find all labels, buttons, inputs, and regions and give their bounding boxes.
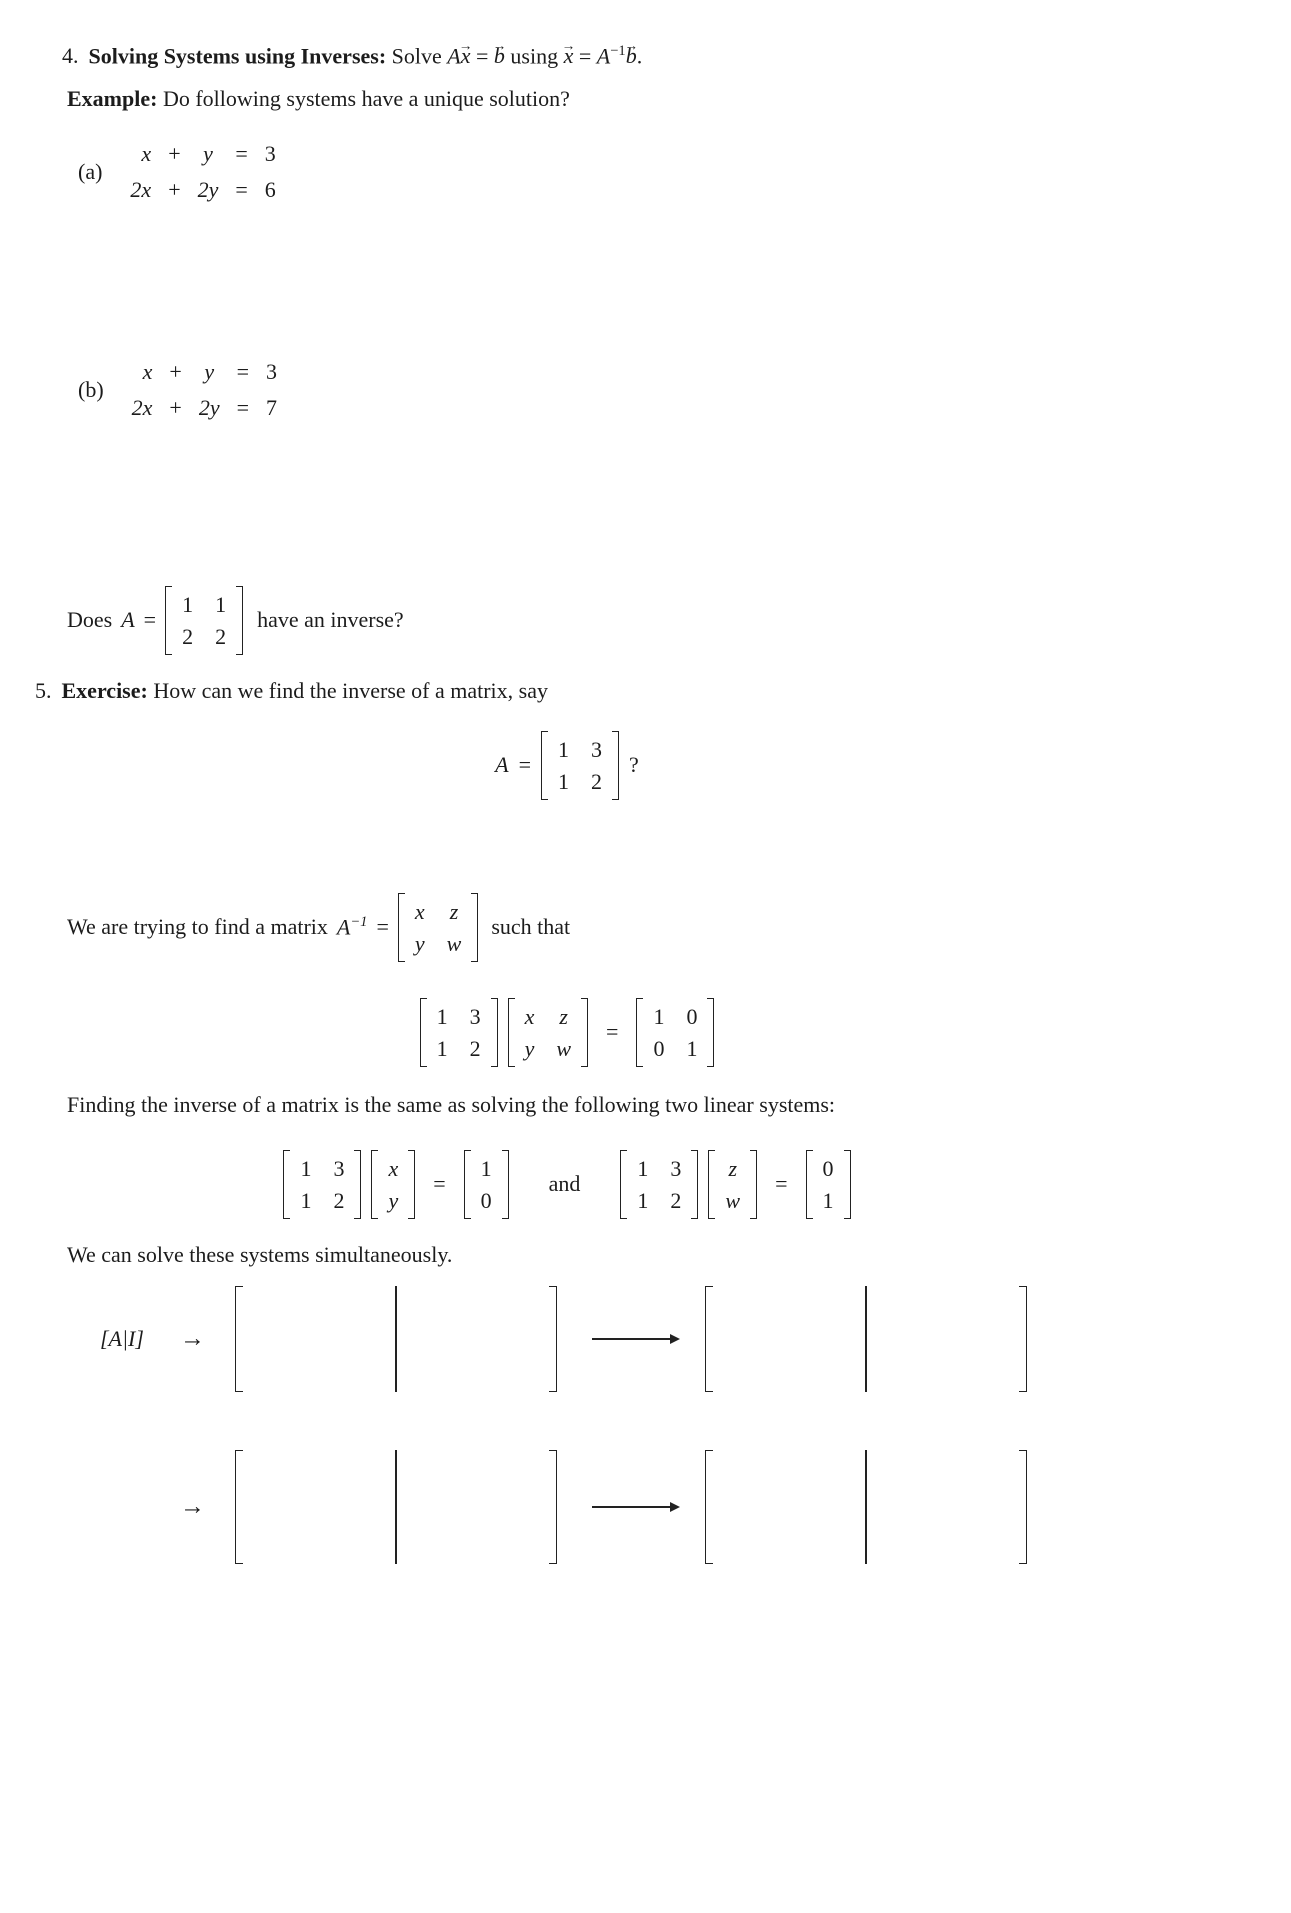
equals-sign: =	[518, 752, 532, 777]
left-bracket	[235, 1286, 243, 1392]
eq-value: 3	[266, 359, 278, 384]
eq-value: 3	[264, 141, 276, 166]
matrix-cell: 3	[469, 1003, 481, 1029]
matrix-cells	[471, 1150, 502, 1219]
augmentation-divider	[395, 1450, 397, 1564]
matrix-cell: 3	[591, 736, 603, 762]
period: .	[636, 43, 643, 69]
matrix-cells	[813, 1150, 844, 1219]
augmentation-divider	[395, 1286, 397, 1392]
empty-augmented-matrix	[705, 1450, 1027, 1564]
math-var-x-vector: x →	[461, 41, 471, 71]
matrix-cell: 1	[480, 1155, 492, 1181]
system-b-equations	[132, 358, 277, 421]
equals-sign: =	[143, 607, 157, 632]
equals-sign: =	[376, 914, 389, 939]
matrix-cell: z	[728, 1155, 738, 1181]
trying-line	[67, 886, 570, 968]
right-bracket	[1019, 1286, 1027, 1392]
augmentation-divider	[865, 1286, 867, 1392]
equals-sign: =	[578, 43, 592, 69]
math-var-A: A	[596, 43, 611, 69]
left-bracket	[705, 1450, 713, 1564]
inverse-superscript: −1	[350, 913, 368, 930]
right-arrow-icon: →	[180, 1325, 205, 1352]
right-bracket	[549, 1286, 557, 1392]
long-right-arrow-icon	[592, 1338, 678, 1340]
right-bracket	[491, 998, 498, 1067]
plus-sign: +	[169, 395, 182, 420]
equals-sign: =	[606, 1019, 619, 1044]
matrix-cell: 2	[333, 1187, 345, 1213]
item4-heading-line	[62, 36, 642, 71]
right-bracket	[502, 1150, 509, 1219]
empty-augmented-matrix	[235, 1450, 557, 1564]
matrix-cell: 2	[469, 1035, 481, 1061]
math-var-A: A	[121, 607, 135, 632]
system-b	[78, 358, 277, 421]
matrix-cell: x	[388, 1155, 399, 1181]
right-bracket	[471, 893, 478, 962]
matrix-cell: 1	[686, 1035, 698, 1061]
matrix-cell: 1	[436, 1003, 448, 1029]
matrix-1-3-1-2	[420, 998, 498, 1067]
math-var-A: A	[495, 752, 509, 777]
matrix-cell: 1	[300, 1187, 312, 1213]
eq-value: 7	[266, 395, 278, 420]
math-var-b-vector: b →	[494, 41, 505, 71]
left-bracket	[708, 1150, 715, 1219]
item4-text-solve: Solve	[391, 43, 442, 69]
empty-augmented-matrix	[235, 1286, 557, 1392]
matrix-1-3-1-2	[620, 1150, 698, 1219]
matrix-cells	[378, 1150, 408, 1219]
matrix-cell: w	[725, 1187, 741, 1213]
left-bracket	[636, 998, 643, 1067]
math-var-A: A	[336, 914, 351, 940]
matrix-cells	[172, 586, 236, 655]
left-bracket	[398, 893, 405, 962]
left-bracket	[235, 1450, 243, 1564]
matrix-1-3-1-2	[541, 731, 619, 800]
eq-term: y	[203, 141, 213, 166]
eq-term: y	[204, 359, 215, 384]
item4-number: 4.	[62, 43, 79, 69]
matrix-cell: 1	[637, 1187, 649, 1213]
matrix-cell: y	[388, 1187, 399, 1213]
matrix-cell: x	[524, 1003, 535, 1029]
matrix-cell: 1	[637, 1155, 649, 1181]
item5-title: Exercise:	[61, 678, 148, 703]
eq-term: 2x	[130, 177, 152, 202]
matrix-cell: z	[449, 898, 459, 924]
display-matrix-A	[67, 724, 1067, 806]
system-a-label: (a)	[78, 158, 103, 184]
augmented-work-row-1	[0, 1286, 1291, 1392]
math-A-inverse	[337, 914, 368, 940]
item4-text-using: using	[510, 43, 559, 69]
equals-sign: =	[236, 395, 250, 420]
matrix-cells	[627, 1150, 691, 1219]
does-text: Does	[67, 607, 113, 632]
math-var-x-vector: x →	[564, 41, 574, 71]
right-bracket	[354, 1150, 361, 1219]
right-bracket	[750, 1150, 757, 1219]
finding-line	[67, 1090, 835, 1120]
empty-augmented-matrix	[705, 1286, 1027, 1392]
plus-sign: +	[168, 141, 181, 166]
equals-sign: =	[235, 141, 248, 166]
matrix-cell: 0	[653, 1035, 665, 1061]
right-bracket	[612, 731, 619, 800]
system-a	[78, 140, 276, 203]
equals-sign: =	[476, 43, 489, 69]
left-bracket	[541, 731, 548, 800]
left-bracket	[620, 1150, 627, 1219]
math-var-b-vector: b →	[626, 41, 637, 71]
left-bracket	[165, 586, 172, 655]
matrix-cell: x	[414, 898, 425, 924]
and-text: and	[548, 1171, 581, 1196]
matrix-cells	[405, 893, 471, 962]
augmentation-divider	[865, 1450, 867, 1564]
matrix-cell: 3	[670, 1155, 682, 1181]
identity-matrix	[636, 998, 714, 1067]
example-text: Do following systems have a unique solution?	[162, 86, 570, 111]
matrix-cell: z	[559, 1003, 568, 1029]
long-right-arrow-icon	[592, 1506, 678, 1508]
left-bracket	[420, 998, 427, 1067]
matrix-cell: 0	[686, 1003, 698, 1029]
eq-term: 2x	[131, 395, 153, 420]
right-bracket	[581, 998, 588, 1067]
trying-text-tail: such that	[491, 914, 571, 939]
equals-sign: =	[775, 1171, 788, 1196]
matrix-cell: 2	[591, 768, 603, 794]
matrix-x-z-y-w	[398, 893, 478, 962]
matrix-1-3-1-2	[283, 1150, 361, 1219]
trying-text: We are trying to find a matrix	[67, 914, 328, 939]
eq-term: 2y	[198, 395, 220, 420]
augmented-work-row-2	[0, 1450, 1291, 1564]
right-bracket	[236, 586, 243, 655]
example-line	[67, 84, 570, 114]
equals-sign: =	[236, 359, 250, 384]
left-bracket	[705, 1286, 713, 1392]
matrix-cell: y	[524, 1035, 535, 1061]
matrix-1-1-2-2	[165, 586, 243, 655]
inverse-superscript: −1	[610, 43, 626, 59]
matrix-cell: 1	[300, 1155, 312, 1181]
does-text-tail: have an inverse?	[257, 607, 404, 632]
left-bracket	[371, 1150, 378, 1219]
solve-simultaneously-line	[67, 1240, 452, 1270]
system-a-equations	[130, 140, 275, 203]
matrix-cells	[715, 1150, 750, 1219]
right-bracket	[691, 1150, 698, 1219]
matrix-cell: 1	[558, 768, 570, 794]
right-bracket	[1019, 1450, 1027, 1564]
vector-x-y	[371, 1150, 415, 1219]
matrix-cell: y	[414, 930, 425, 956]
right-bracket	[549, 1450, 557, 1564]
solve-text: We can solve these systems simultaneously.	[67, 1242, 453, 1267]
does-inverse-line	[67, 580, 404, 660]
vector-1-0	[464, 1150, 509, 1219]
system-b-label: (b)	[78, 376, 104, 402]
item5-text: How can we find the inverse of a matrix, say	[153, 678, 548, 703]
item5-number: 5.	[35, 678, 52, 703]
plus-sign: +	[168, 177, 181, 202]
matrix-cell: 2	[182, 623, 194, 649]
right-bracket	[408, 1150, 415, 1219]
matrix-cell: 1	[436, 1035, 448, 1061]
math-var-A: A	[447, 43, 461, 69]
matrix-cells	[427, 998, 491, 1067]
left-bracket	[806, 1150, 813, 1219]
matrix-cell: 1	[822, 1187, 834, 1213]
item5-heading-line	[35, 676, 548, 706]
item4-title: Solving Systems using Inverses:	[88, 43, 387, 69]
eq-term: x	[141, 141, 152, 166]
matrix-cell: 1	[215, 591, 227, 617]
question-mark: ?	[629, 752, 639, 777]
matrix-cells	[643, 998, 707, 1067]
display-two-systems	[67, 1140, 1067, 1228]
matrix-cell: 1	[653, 1003, 665, 1029]
equals-sign: =	[235, 177, 248, 202]
matrix-cell: 3	[333, 1155, 345, 1181]
matrix-cell: 0	[822, 1155, 834, 1181]
right-bracket	[844, 1150, 851, 1219]
plus-sign: +	[169, 359, 182, 384]
matrix-cells	[515, 998, 581, 1067]
matrix-cells	[548, 731, 612, 800]
matrix-cell: 1	[558, 736, 570, 762]
matrix-cell: 2	[670, 1187, 682, 1213]
matrix-x-z-y-w	[508, 998, 588, 1067]
matrix-cell: w	[446, 930, 462, 956]
matrix-cell: w	[556, 1035, 572, 1061]
eq-value: 6	[264, 177, 276, 202]
matrix-cell: 1	[182, 591, 194, 617]
eq-term: x	[142, 359, 153, 384]
example-heading: Example:	[67, 86, 158, 111]
right-arrow-icon: →	[180, 1493, 205, 1520]
left-bracket	[283, 1150, 290, 1219]
vector-0-1	[806, 1150, 851, 1219]
A-augmented-I-label: [A|I]	[100, 1326, 144, 1351]
matrix-cells	[290, 1150, 354, 1219]
right-bracket	[707, 998, 714, 1067]
eq-term: 2y	[197, 177, 219, 202]
display-matrix-product	[67, 990, 1067, 1074]
left-bracket	[508, 998, 515, 1067]
vector-z-w	[708, 1150, 757, 1219]
matrix-cell: 2	[215, 623, 227, 649]
left-bracket	[464, 1150, 471, 1219]
matrix-cell: 0	[480, 1187, 492, 1213]
finding-text: Finding the inverse of a matrix is the same as solving the following two linear systems:	[67, 1092, 836, 1117]
equals-sign: =	[433, 1171, 446, 1196]
